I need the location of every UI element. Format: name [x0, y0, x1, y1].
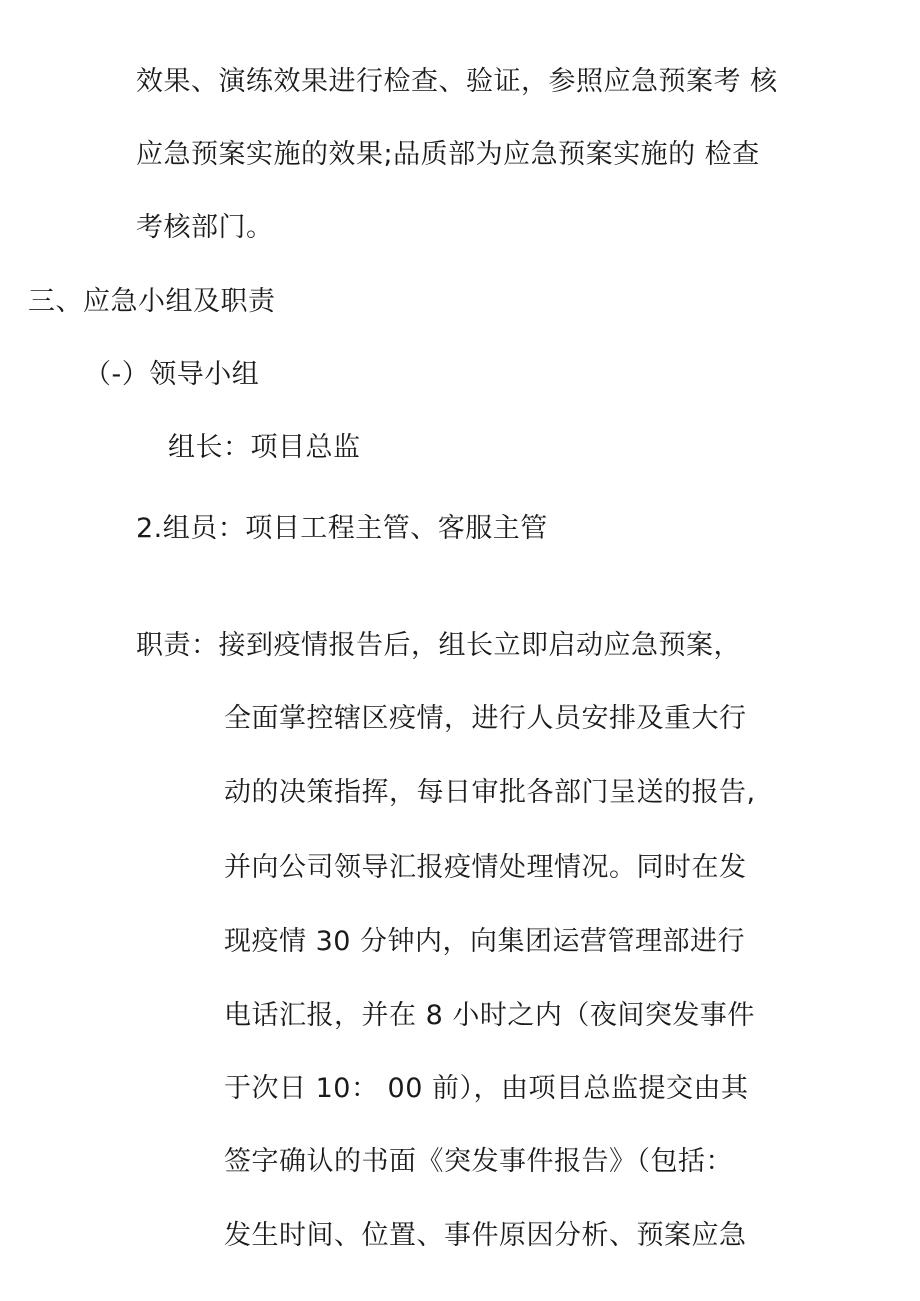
paragraph-line-1: 效果、演练效果进行检查、验证，参照应急预案考 核	[136, 66, 778, 97]
section-heading: 三、应急小组及职责	[28, 286, 276, 317]
paragraph-line-2: 应急预案实施的效果;品质部为应急预案实施的 检查	[136, 139, 760, 170]
paragraph-line-3: 考核部门。	[136, 212, 274, 243]
duties-line-9: 发生时间、位置、事件原因分析、预案应急	[224, 1220, 747, 1251]
duties-line-1: 职责：接到疫情报告后，组长立即启动应急预案，	[136, 630, 741, 661]
duties-line-2: 全面掌控辖区疫情，进行人员安排及重大行	[224, 703, 747, 734]
duties-line-8: 签字确认的书面《突发事件报告》（包括：	[224, 1146, 733, 1177]
duties-line-5: 现疫情 30 分钟内，向集团运营管理部进行	[224, 926, 746, 957]
list-item-members: 2.组员：项目工程主管、客服主管	[136, 513, 548, 544]
duties-line-3: 动的决策指挥，每日审批各部门呈送的报告,	[224, 777, 756, 808]
subsection-heading: （-）领导小组	[84, 359, 260, 390]
list-item-leader: 组长：项目总监	[168, 432, 361, 463]
duties-line-6: 电话汇报，并在 8 小时之内（夜间突发事件	[224, 1000, 755, 1031]
duties-line-4: 并向公司领导汇报疫情处理情况。同时在发	[224, 852, 747, 883]
duties-line-7: 于次日 10： 00 前），由项目总监提交由其	[224, 1073, 749, 1104]
